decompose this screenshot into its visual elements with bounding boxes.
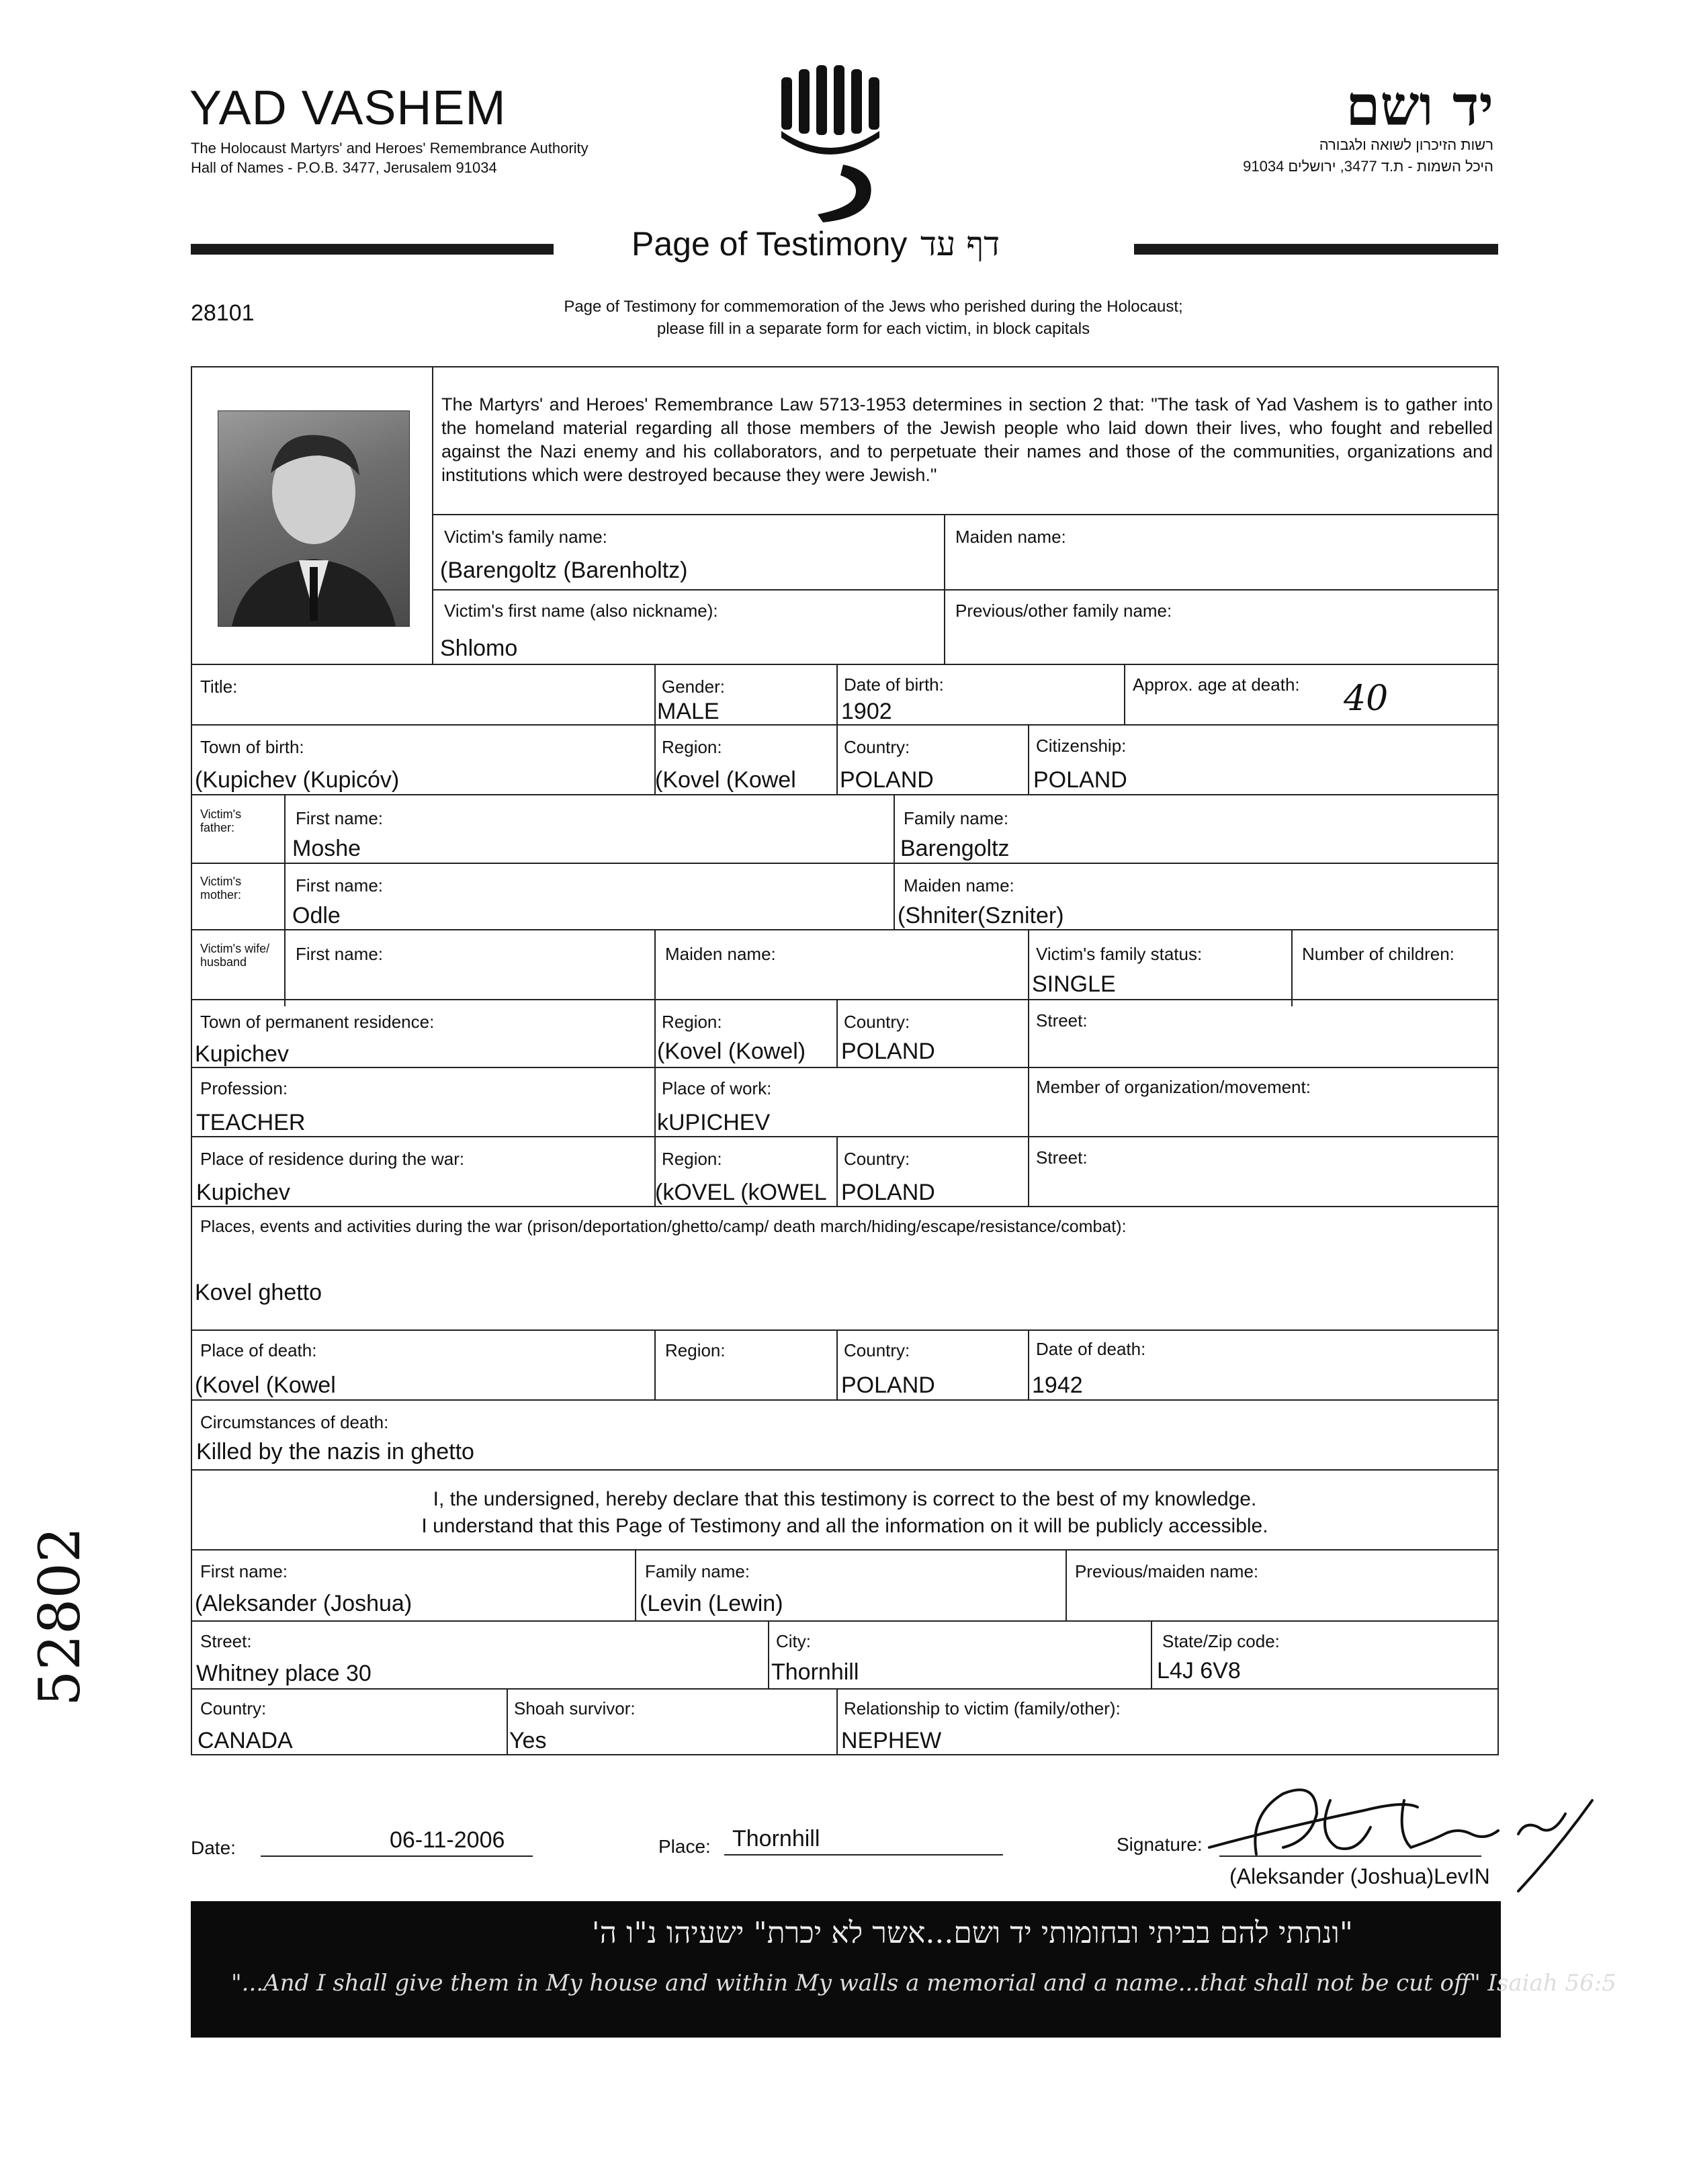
submitter-family-name-label: Family name: [645, 1561, 750, 1581]
divider [836, 724, 838, 795]
mother-first-name-label: First name: [296, 875, 384, 896]
sign-place: Thornhill [732, 1826, 820, 1851]
age-at-death: 40 [1344, 679, 1389, 719]
divider [1028, 724, 1029, 795]
age-at-death-label: Approx. age at death: [1133, 674, 1300, 695]
divider [191, 1469, 1499, 1471]
divider [654, 1329, 656, 1400]
submitter-zip-label: State/Zip code: [1162, 1631, 1280, 1651]
divider [1028, 999, 1029, 1067]
archive-number: 52802 [27, 1526, 93, 1706]
divider [191, 794, 1499, 795]
place-of-death-label: Place of death: [200, 1340, 317, 1360]
divider [191, 664, 1499, 665]
divider [836, 664, 838, 726]
war-street-label: Street: [1036, 1147, 1088, 1168]
region-of-birth-label: Region: [662, 737, 722, 757]
divider [191, 1620, 1499, 1622]
place-label: Place: [658, 1836, 711, 1857]
gender-label: Gender: [662, 676, 725, 697]
mother-first-name: Odle [292, 903, 341, 928]
divider [191, 1399, 1499, 1401]
intro-line-2: please fill in a separate form for each victim, in block capitals [656, 320, 1090, 338]
submitter-family-name: (Levin (Lewin) [640, 1591, 783, 1616]
region-of-birth: (Kovel (Kowel [655, 767, 796, 793]
submitter-country-label: Country: [200, 1698, 267, 1718]
war-events: Kovel ghetto [195, 1280, 322, 1305]
divider [191, 929, 1499, 930]
father-family-name: Barengoltz [900, 836, 1010, 861]
war-country: POLAND [841, 1180, 935, 1205]
divider [944, 514, 945, 665]
residence-region-label: Region: [662, 1012, 722, 1032]
town-of-birth: (Kupichev (Kupicóv) [195, 767, 400, 793]
residence-country-label: Country: [844, 1012, 910, 1032]
place-of-death: (Kovel (Kowel [195, 1372, 336, 1398]
signature-name: (Aleksander (Joshua)LevIN [1229, 1864, 1490, 1888]
mother-maiden-name: (Shniter(Szniter) [898, 903, 1064, 928]
submitter-zip: L4J 6V8 [1157, 1658, 1241, 1684]
divider [432, 589, 1499, 591]
victim-first-name-label: Victim's first name (also nickname): [444, 601, 718, 621]
victim-family-name-label: Victim's family name: [444, 527, 607, 547]
org-subtitle-line-2: Hall of Names - P.O.B. 3477, Jerusalem 91034 [191, 159, 497, 176]
declaration-line-2: I understand that this Page of Testimony and all the information on it will be publicly accessible. [421, 1515, 1268, 1537]
father-side-label: Victim's father: [200, 807, 242, 834]
divider [191, 863, 1499, 864]
divider [836, 1688, 838, 1755]
divider [1124, 664, 1125, 726]
previous-family-name-label: Previous/other family name: [955, 601, 1172, 621]
divider [654, 1067, 656, 1137]
father-first-name: Moshe [292, 836, 361, 861]
divider [635, 1549, 636, 1621]
divider [1066, 1549, 1067, 1621]
org-subtitle-hebrew-line-1: רשות הזיכרון לשואה ולגבורה [1319, 136, 1493, 153]
signature-label: Signature: [1117, 1834, 1203, 1855]
divider [894, 863, 895, 930]
circumstances-label: Circumstances of death: [200, 1412, 389, 1432]
death-region-label: Region: [665, 1340, 726, 1360]
submitter-country: CANADA [198, 1728, 293, 1753]
divider [768, 1620, 769, 1689]
father-first-name-label: First name: [296, 808, 384, 828]
divider [191, 1549, 1499, 1550]
title-label: Title: [200, 676, 238, 697]
submitter-city-label: City: [776, 1631, 811, 1651]
shoah-survivor-label: Shoah survivor: [514, 1698, 636, 1718]
divider [836, 1329, 838, 1400]
signature-underline [1219, 1855, 1481, 1857]
spouse-maiden-name-label: Maiden name: [665, 944, 776, 964]
divider [191, 999, 1499, 1000]
divider [1028, 1329, 1029, 1400]
sign-date: 06-11-2006 [390, 1827, 505, 1853]
war-events-label: Places, events and activities during the war (prison/deportation/ghetto/camp/ death march/hiding/escape/resistance/combat): [200, 1217, 1127, 1236]
profession: TEACHER [196, 1110, 306, 1135]
quote-hebrew: "ונתתי להם בביתי ובחומותי יד ושם...אשר לא יכרת" ישעיהו נ"ו ה' [591, 1916, 1353, 1950]
page-number: 28101 [191, 300, 255, 326]
org-subtitle-line-1: The Holocaust Martyrs' and Heroes' Remembrance Authority [191, 140, 589, 157]
permanent-residence-label: Town of permanent residence: [200, 1012, 435, 1032]
date-underline [261, 1855, 533, 1857]
divider [432, 366, 433, 665]
page-title-hebrew: דף עד [920, 224, 1000, 263]
divider [191, 1329, 1499, 1331]
divider [191, 1067, 1499, 1068]
number-of-children-label: Number of children: [1302, 944, 1454, 964]
residence-street-label: Street: [1036, 1010, 1088, 1031]
submitter-street-label: Street: [200, 1631, 252, 1651]
permanent-residence: Kupichev [195, 1041, 289, 1067]
country-of-birth-label: Country: [844, 737, 910, 757]
divider [191, 1136, 1499, 1137]
shoah-survivor: Yes [509, 1728, 547, 1753]
submitter-previous-name-label: Previous/maiden name: [1075, 1561, 1259, 1581]
divider [507, 1688, 508, 1755]
divider [1028, 1136, 1029, 1207]
date-label: Date: [191, 1837, 236, 1858]
relationship: NEPHEW [841, 1728, 942, 1753]
war-region-label: Region: [662, 1149, 722, 1169]
gender-value: MALE [657, 699, 720, 724]
submitter-first-name: (Aleksander (Joshua) [195, 1591, 412, 1616]
date-of-birth: 1902 [841, 699, 892, 724]
org-name-hebrew: יד ושם [1346, 74, 1493, 138]
date-of-death: 1942 [1032, 1372, 1083, 1398]
divider [432, 514, 1499, 515]
org-subtitle-hebrew [1243, 134, 1493, 177]
divider [191, 1206, 1499, 1207]
residence-country: POLAND [841, 1039, 935, 1064]
place-of-work-label: Place of work: [662, 1078, 772, 1098]
death-country-label: Country: [844, 1340, 910, 1360]
divider [836, 1136, 838, 1207]
submitter-street: Whitney place 30 [196, 1661, 372, 1686]
divider [654, 664, 656, 726]
org-name: YAD VASHEM [189, 81, 507, 135]
divider [191, 1688, 1499, 1690]
war-region: (kOVEL (kOWEL [655, 1180, 827, 1205]
yad-vashem-logo-icon [776, 64, 897, 225]
place-of-work: kUPICHEV [657, 1110, 771, 1135]
relationship-label: Relationship to victim (family/other): [844, 1698, 1121, 1718]
family-status-label: Victim's family status: [1036, 944, 1203, 964]
divider [894, 794, 895, 864]
victim-family-name: (Barengoltz (Barenholtz) [440, 558, 688, 583]
victim-first-name: Shlomo [440, 636, 518, 661]
page-title: Page of Testimony [632, 225, 908, 263]
submitter-first-name-label: First name: [200, 1561, 288, 1581]
intro-line-1: Page of Testimony for commemoration of the Jews who perished during the Holocaust; [564, 298, 1183, 316]
divider [1291, 929, 1293, 1006]
citizenship: POLAND [1033, 767, 1127, 793]
victim-photo [218, 410, 410, 627]
death-country: POLAND [841, 1372, 935, 1398]
mother-side-label: Victim's mother: [200, 875, 242, 902]
divider [1028, 1067, 1029, 1137]
maiden-name-label: Maiden name: [955, 527, 1066, 547]
profession-label: Profession: [200, 1078, 288, 1098]
divider [1028, 929, 1029, 1006]
town-of-birth-label: Town of birth: [200, 737, 304, 757]
law-text: The Martyrs' and Heroes' Remembrance Law 5713-1953 determines in section 2 that: "The task of Yad Vashem is to gather into the homeland material regarding all those members of the Jewish people who laid down their lives, who fought and rebelled against the Nazi enemy and his collaborators, and to perpetuate their names and those of the communities, organizations and institutions which were destroyed because they were Jewish." [441, 394, 1493, 485]
circumstances-of-death: Killed by the nazis in ghetto [196, 1439, 474, 1465]
portrait-icon [218, 411, 409, 626]
divider [836, 999, 838, 1067]
spouse-first-name-label: First name: [296, 944, 384, 964]
war-country-label: Country: [844, 1149, 910, 1169]
organization-label: Member of organization/movement: [1036, 1077, 1311, 1097]
mother-maiden-name-label: Maiden name: [904, 875, 1014, 896]
org-subtitle [191, 138, 589, 177]
intro-text [430, 296, 1317, 340]
quote-english: "...And I shall give them in My house and within My walls a memorial and a name...that shall not be cut off" Isaiah 56:5 [231, 1970, 1616, 1997]
title-rule-right [1134, 244, 1498, 255]
divider [654, 929, 656, 1006]
divider [654, 999, 656, 1067]
divider [284, 794, 286, 1006]
submitter-city: Thornhill [771, 1659, 859, 1685]
date-of-death-label: Date of death: [1036, 1339, 1146, 1359]
title-rule-left [191, 244, 554, 255]
spouse-side-label: Victim's wife/ husband [200, 942, 270, 969]
father-family-name-label: Family name: [904, 808, 1009, 828]
country-of-birth: POLAND [840, 767, 934, 793]
declaration-line-1: I, the undersigned, hereby declare that this testimony is correct to the best of my knowledge. [433, 1488, 1257, 1510]
family-status: SINGLE [1032, 971, 1116, 997]
date-of-birth-label: Date of birth: [844, 674, 944, 695]
war-residence-label: Place of residence during the war: [200, 1149, 465, 1169]
org-subtitle-hebrew-line-2: היכל השמות - ת.ד 3477, ירושלים 91034 [1243, 158, 1493, 175]
place-underline [724, 1854, 1003, 1855]
isaiah-quote-banner [191, 1901, 1616, 2038]
declaration [191, 1486, 1499, 1540]
divider [1151, 1620, 1152, 1689]
citizenship-label: Citizenship: [1036, 736, 1127, 756]
war-residence: Kupichev [196, 1180, 290, 1205]
residence-region: (Kovel (Kowel) [657, 1039, 806, 1064]
